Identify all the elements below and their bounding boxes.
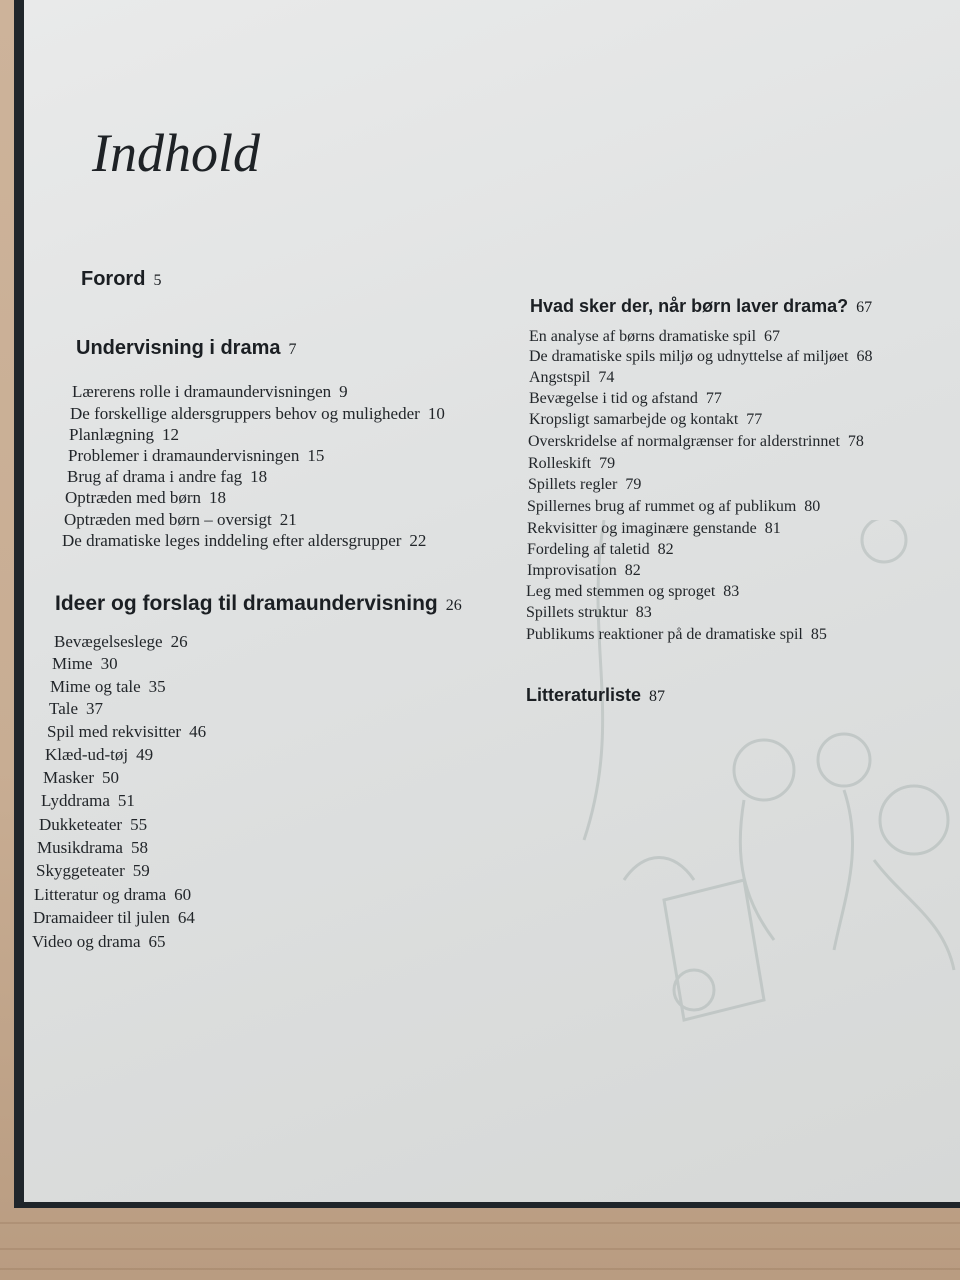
section-heading-forord <box>81 268 161 291</box>
entry-label: Musikdrama <box>37 838 123 857</box>
entry-label: De forskellige aldersgruppers behov og muligheder <box>70 404 420 423</box>
toc-entry <box>50 677 166 697</box>
heading-label: Litteraturliste <box>526 685 642 705</box>
entry-label: Dukketeater <box>39 815 123 834</box>
entry-label: Kropsligt samarbejde og kontakt <box>529 411 739 428</box>
toc-entry <box>43 768 119 788</box>
entry-label: Skyggeteater <box>36 861 125 880</box>
heading-label: Undervisning i drama <box>76 337 281 359</box>
entry-page-number: 74 <box>598 369 615 386</box>
entry-label: Planlægning <box>69 425 155 444</box>
toc-entry <box>41 791 135 811</box>
entry-page-number: 79 <box>625 476 642 493</box>
section-heading-ideer <box>55 592 462 616</box>
entry-label: Publikums reaktioner på de dramatiske spil <box>526 626 803 643</box>
heading-page-number: 5 <box>153 272 162 289</box>
entry-page-number: 77 <box>746 411 763 428</box>
entry-label: Spil med rekvisitter <box>47 722 182 741</box>
entry-page-number: 64 <box>177 908 195 927</box>
toc-entry <box>528 433 864 451</box>
entry-page-number: 26 <box>170 632 188 651</box>
entry-page-number: 15 <box>307 446 325 465</box>
entry-label: Tale <box>49 699 79 718</box>
entry-page-number: 35 <box>148 677 166 696</box>
entry-page-number: 83 <box>723 583 740 600</box>
entry-page-number: 51 <box>117 791 135 810</box>
toc-entry <box>72 382 348 402</box>
heading-page-number: 87 <box>649 688 666 705</box>
entry-label: Spillets struktur <box>526 604 628 621</box>
toc-entry <box>526 583 739 601</box>
entry-label: Angstspil <box>529 369 591 386</box>
toc-entry <box>32 932 166 952</box>
toc-entry <box>527 541 674 559</box>
toc-entry <box>47 722 206 742</box>
entry-label: Lærerens rolle i dramaundervisningen <box>72 382 332 401</box>
entry-label: Leg med stemmen og sproget <box>526 583 716 600</box>
entry-label: En analyse af børns dramatiske spil <box>529 328 757 345</box>
entry-page-number: 46 <box>189 722 207 741</box>
toc-entry <box>49 699 103 719</box>
entry-page-number: 55 <box>130 815 148 834</box>
toc-entry <box>529 390 722 408</box>
entry-page-number: 49 <box>136 745 154 764</box>
heading-page-number: 26 <box>445 597 462 614</box>
toc-entry <box>70 404 445 424</box>
entry-label: De dramatiske spils miljø og udnyttelse af miljøet <box>529 348 849 365</box>
toc-entry <box>529 328 780 346</box>
entry-page-number: 30 <box>100 654 118 673</box>
entry-label: Masker <box>43 768 94 787</box>
heading-label: Hvad sker der, når børn laver drama? <box>530 296 849 316</box>
entry-label: Bevægelseslege <box>54 632 163 651</box>
entry-page-number: 58 <box>130 838 148 857</box>
toc-entry <box>37 838 148 858</box>
toc-entry <box>526 626 827 644</box>
section-heading-hvad-sker <box>530 296 872 317</box>
toc-entry <box>33 908 195 928</box>
section-heading-undervisning <box>76 337 297 360</box>
entry-label: Litteratur og drama <box>34 885 167 904</box>
entry-label: Mime og tale <box>50 677 141 696</box>
toc-entry <box>68 446 324 466</box>
toc-entry <box>34 885 191 905</box>
toc-entry <box>69 425 179 445</box>
entry-page-number: 79 <box>599 455 616 472</box>
section-heading-litteraturliste <box>526 685 665 706</box>
heading-label: Forord <box>81 268 146 290</box>
entry-label: Video og drama <box>32 932 141 951</box>
page-title: Indhold <box>92 123 260 183</box>
entry-label: Dramaideer til julen <box>33 908 170 927</box>
entry-page-number: 82 <box>657 541 674 558</box>
entry-page-number: 18 <box>208 488 226 507</box>
entry-page-number: 60 <box>174 885 192 904</box>
entry-label: Klæd-ud-tøj <box>45 745 129 764</box>
entry-label: Overskridelse af normalgrænser for alderstrinnet <box>528 433 840 450</box>
toc-entry <box>36 861 150 881</box>
toc-entry <box>52 654 118 674</box>
entry-page-number: 67 <box>764 328 781 345</box>
entry-page-number: 59 <box>132 861 150 880</box>
heading-label: Ideer og forslag til dramaundervisning <box>55 592 438 615</box>
entry-page-number: 22 <box>409 531 427 550</box>
toc-entry <box>529 411 762 429</box>
entry-page-number: 78 <box>847 433 864 450</box>
toc-entry <box>528 455 615 473</box>
heading-page-number: 67 <box>856 299 873 316</box>
entry-page-number: 65 <box>148 932 166 951</box>
entry-label: Rolleskift <box>528 455 592 472</box>
entry-label: Spillets regler <box>528 476 618 493</box>
entry-label: De dramatiske leges inddeling efter aldersgrupper <box>62 531 402 550</box>
book-page <box>14 0 960 1208</box>
toc-entry <box>62 531 426 551</box>
entry-page-number: 10 <box>427 404 445 423</box>
entry-page-number: 18 <box>250 467 268 486</box>
entry-page-number: 12 <box>162 425 180 444</box>
entry-label: Optræden med børn <box>65 488 201 507</box>
toc-entry <box>64 510 297 530</box>
entry-label: Improvisation <box>527 562 617 579</box>
entry-label: Rekvisitter og imaginære genstande <box>527 520 757 537</box>
entry-page-number: 50 <box>101 768 119 787</box>
entry-label: Problemer i dramaundervisningen <box>68 446 300 465</box>
entry-page-number: 68 <box>856 348 873 365</box>
entry-label: Mime <box>52 654 93 673</box>
entry-label: Lyddrama <box>41 791 110 810</box>
toc-entry <box>527 498 820 516</box>
entry-page-number: 37 <box>86 699 104 718</box>
heading-page-number: 7 <box>288 341 297 358</box>
entry-page-number: 82 <box>624 562 641 579</box>
toc-entry <box>529 369 614 387</box>
entry-page-number: 85 <box>810 626 827 643</box>
entry-label: Bevægelse i tid og afstand <box>529 390 698 407</box>
toc-entry <box>529 348 873 366</box>
entry-label: Optræden med børn – oversigt <box>64 510 272 529</box>
toc-entry <box>526 604 652 622</box>
toc-entry <box>39 815 147 835</box>
entry-label: Brug af drama i andre fag <box>67 467 243 486</box>
entry-page-number: 77 <box>705 390 722 407</box>
entry-label: Fordeling af taletid <box>527 541 650 558</box>
entry-label: Spillernes brug af rummet og af publikum <box>527 498 797 515</box>
toc-entry <box>54 632 188 652</box>
toc-entry <box>67 467 267 487</box>
toc-entry <box>45 745 153 765</box>
entry-page-number: 9 <box>339 382 348 401</box>
entry-page-number: 21 <box>279 510 297 529</box>
toc-entry <box>65 488 226 508</box>
entry-page-number: 81 <box>764 520 781 537</box>
toc-entry <box>528 476 641 494</box>
entry-page-number: 80 <box>804 498 821 515</box>
toc-entry <box>527 520 781 538</box>
toc-entry <box>527 562 641 580</box>
entry-page-number: 83 <box>635 604 652 621</box>
